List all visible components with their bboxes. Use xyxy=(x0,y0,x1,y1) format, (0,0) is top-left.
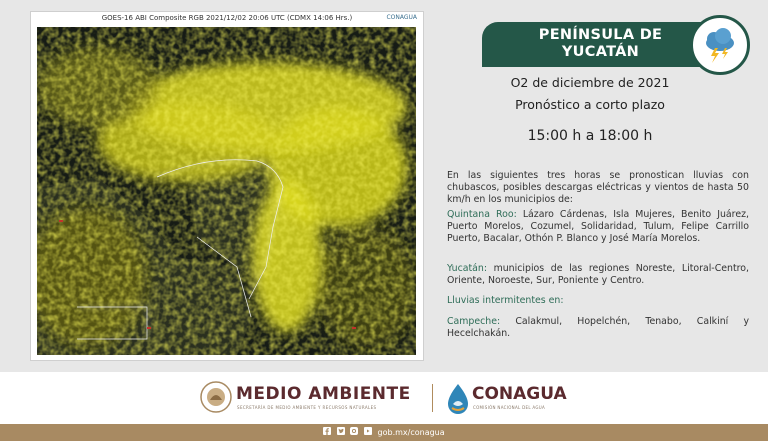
conagua-subtitle: COMISIÓN NACIONAL DEL AGUA xyxy=(473,405,546,410)
facebook-icon[interactable] xyxy=(323,424,331,441)
youtube-icon[interactable] xyxy=(364,424,372,441)
satellite-logo: CONAGUA xyxy=(386,14,417,21)
state-label-yucatan: Yucatán: xyxy=(447,263,488,274)
coat-of-arms-icon xyxy=(200,380,232,414)
conagua-drop-icon xyxy=(446,382,470,414)
medio-ambiente-title: MEDIO AMBIENTE xyxy=(236,384,411,404)
logo-divider xyxy=(432,384,433,412)
institution-logos-band xyxy=(0,372,768,424)
quintana-roo-municipalities: Lázaro Cárdenas, Isla Mujeres, Benito Juárez, Puerto Morelos, Cozumel, Solidaridad, Tulum, Felipe Carrillo Puerto, Bacalar, Othón P. Blanco y José María Morelos. xyxy=(447,209,749,244)
satellite-caption: GOES-16 ABI Composite RGB 2021/12/02 20:06 UTC (CDMX 14:06 Hrs.) xyxy=(101,14,353,22)
storm-cloud-lightning-icon xyxy=(690,15,750,75)
medio-ambiente-subtitle: SECRETARÍA DE MEDIO AMBIENTE Y RECURSOS NATURALES xyxy=(237,405,377,410)
region-title-line2: YUCATÁN xyxy=(561,44,640,60)
forecast-time-range: 15:00 h a 18:00 h xyxy=(527,128,653,144)
yucatan-regions: municipios de las regiones Noreste, Litoral-Centro, Oriente, Noroeste, Sur, Poniente y Centro. xyxy=(447,263,749,286)
yucatan-paragraph xyxy=(447,263,749,287)
intermittent-heading xyxy=(447,295,749,307)
conagua-title: CONAGUA xyxy=(472,384,567,404)
campeche-municipalities: Calakmul, Hopelchén, Tenabo, Calkiní y Hecelchakán. xyxy=(447,316,749,339)
region-title-line1: PENÍNSULA DE xyxy=(538,27,663,43)
intermittent-label: Lluvias intermitentes en: xyxy=(447,295,564,306)
state-label-quintana-roo: Quintana Roo: xyxy=(447,209,517,220)
twitter-icon[interactable] xyxy=(337,424,345,441)
footer-url[interactable]: gob.mx/conagua xyxy=(377,428,445,437)
footer-bar xyxy=(0,424,768,441)
instagram-icon[interactable] xyxy=(350,424,358,441)
forecast-type: Pronóstico a corto plazo xyxy=(515,97,665,112)
forecast-date: O2 de diciembre de 2021 xyxy=(510,75,670,90)
state-label-campeche: Campeche: xyxy=(447,316,501,327)
campeche-paragraph xyxy=(447,316,749,340)
quintana-roo-paragraph xyxy=(447,209,749,245)
satellite-panel xyxy=(30,11,424,361)
forecast-intro: En las siguientes tres horas se pronostican lluvias con chubascos, posibles descargas eléctricas y vientos de hasta 50 km/h en los municipios de: xyxy=(447,170,749,205)
satellite-image xyxy=(37,27,416,355)
satellite-cloud-map xyxy=(37,27,416,355)
region-title-banner xyxy=(482,22,719,67)
